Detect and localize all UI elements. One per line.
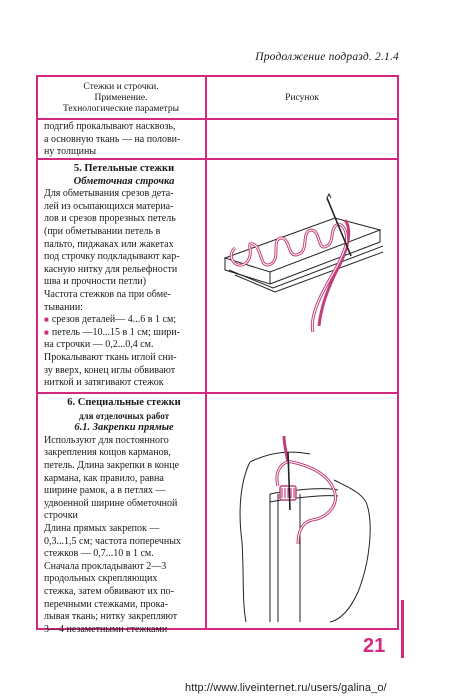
text-line: Прокалывают ткань иглой сни-: [44, 351, 177, 363]
bullet-text: срезов деталей— 4...6 в 1 см;: [51, 314, 177, 326]
text-line: стежка, затем обвивают их по-: [44, 585, 174, 597]
bullet-icon: ■: [44, 315, 49, 325]
text-line: Для обметывания срезов дета-: [44, 188, 174, 200]
column-header-line: Стежки и строчки.: [83, 82, 159, 92]
text-line: Частота стежков nа при обме-: [44, 288, 171, 300]
section-5-title: 5. Петельные стежки: [73, 163, 175, 174]
bullet-icon: ■: [44, 327, 49, 337]
text-line: касную нитку для рельефности: [44, 263, 178, 275]
continued-row-text: [44, 121, 204, 159]
bar-tack-illustration: [230, 432, 380, 624]
text-line: Сначала прокладывают 2—3: [44, 560, 167, 572]
overcast-stitch-illustration: [215, 190, 395, 340]
section-6-text: [44, 397, 204, 636]
bullet-item: [44, 314, 204, 327]
table-border-top: [36, 75, 399, 77]
table-row-divider: [36, 118, 399, 120]
section-6-title: 6. Специальные стежки: [67, 397, 181, 408]
text-line: а основную ткань — на полови-: [44, 133, 181, 145]
text-line: лывая ткань; нитку закрепляют: [44, 611, 178, 623]
text-line: лей из осыпающихся материа-: [44, 200, 174, 212]
text-line: пальто, пиджаках или жакетах: [44, 238, 174, 250]
text-line: петель. Длина закрепки в конце: [44, 459, 180, 471]
text-line: закрепления кощов карманов,: [44, 447, 171, 459]
text-line: (при обметывании петель в: [44, 225, 161, 237]
text-line: ну толщины: [44, 146, 97, 158]
table-row-divider: [36, 392, 399, 394]
section-5-subtitle: Обметочная строчка: [73, 175, 175, 187]
section-6-title-line2: для отделочных работ: [79, 410, 169, 421]
text-line: на строчки — 0,2...0,4 см.: [44, 339, 154, 351]
text-line: шва и прочности петли): [44, 276, 147, 288]
section-6-subtitle: 6.1. Закрепки прямые: [74, 422, 174, 434]
column-header-figure: Рисунок: [285, 93, 319, 103]
column-header-stitches: [40, 82, 202, 115]
bullet-text: петель —10...15 в 1 см; шири-: [51, 326, 180, 338]
page-edge-rule: [401, 600, 404, 658]
text-line: Длина прямых закрепок —: [44, 522, 160, 534]
text-line: лов и срезов прорезных петель: [44, 213, 176, 225]
text-line: 0,3...1,5 см; частота поперечных: [44, 535, 181, 547]
text-line: зу вверх, конец иглы обвивают: [44, 364, 176, 376]
text-line: продольных скрепляющих: [44, 573, 158, 585]
bullet-item: [44, 327, 204, 340]
running-header: Продолжение подразд. 2.1.4: [255, 51, 399, 63]
text-line: подгиб прокалывают насквозь,: [44, 121, 176, 132]
page-number: 21: [363, 635, 386, 657]
column-header-line: Применение.: [94, 93, 148, 103]
text-line: кармана, как правило, равна: [44, 472, 164, 484]
source-url[interactable]: http://www.liveinternet.ru/users/galina_o/: [185, 682, 387, 694]
text-line: перечными стежками, прока-: [44, 598, 169, 610]
text-line: удвоенной ширине обметочной: [44, 497, 178, 509]
text-line: под строчку подкладывают кар-: [44, 251, 180, 263]
text-line: 3—4 незаметными стежками: [44, 623, 168, 635]
text-line: ширине рамок, а в петлях —: [44, 485, 166, 497]
text-line: ниткой и затягивают стежок: [44, 377, 164, 389]
column-header-line: Технологические параметры: [62, 104, 180, 114]
text-line: Используют для постоянного: [44, 434, 169, 446]
text-line: тывании:: [44, 301, 83, 313]
text-line: стежков — 0,7...10 в 1 см.: [44, 548, 154, 560]
section-5-text: [44, 163, 204, 390]
text-line: строчки: [44, 510, 78, 522]
